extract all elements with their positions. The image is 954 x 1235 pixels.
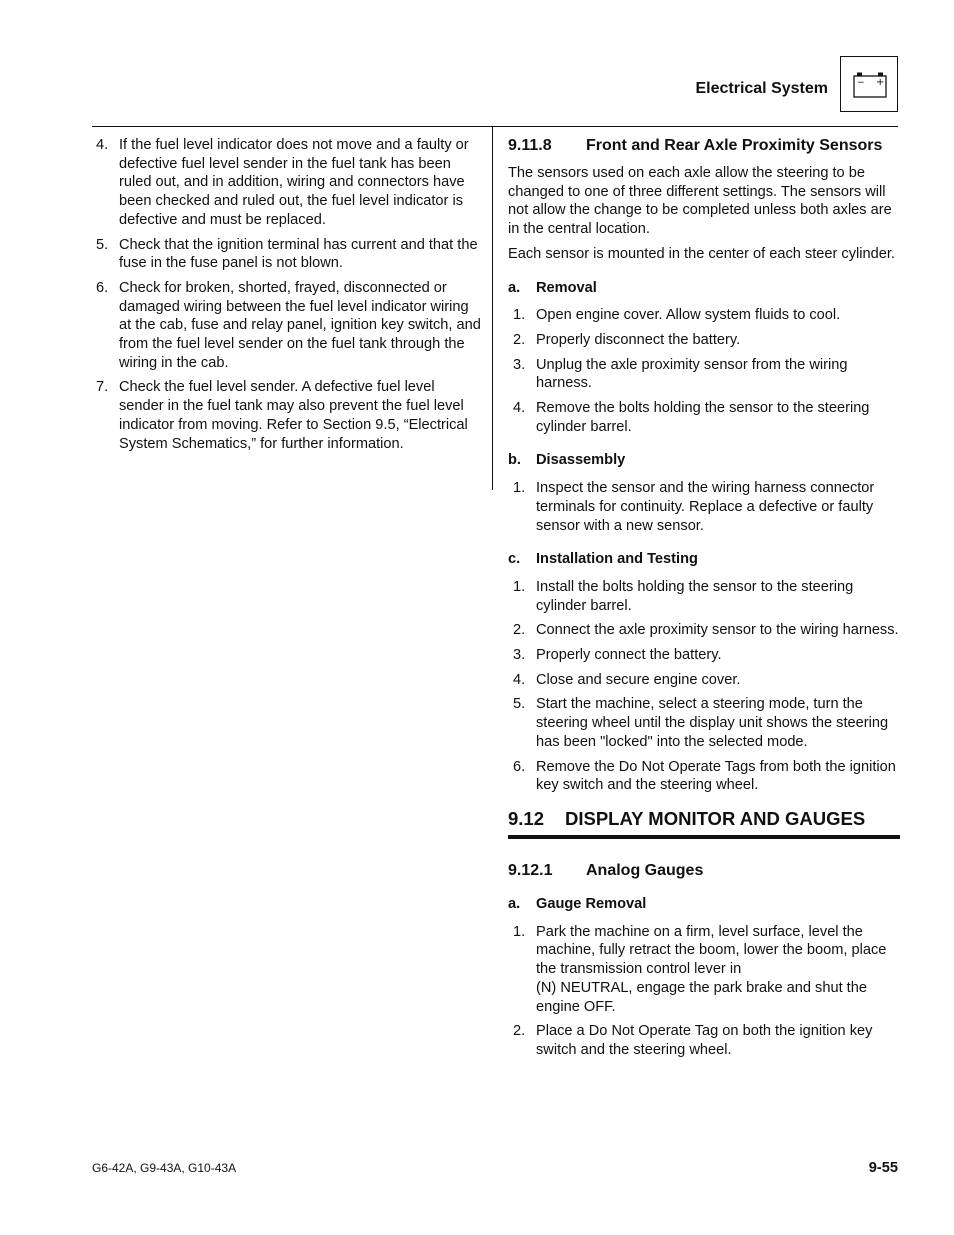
page-header-title: Electrical System bbox=[695, 80, 828, 97]
list-item: 5. Start the machine, select a steering mode, turn the steering wheel until the display unit shows the steering has been "locked" into the selected mode. bbox=[513, 696, 889, 750]
list-item: 1. Install the bolts holding the sensor to the steering cylinder barrel. bbox=[513, 578, 854, 614]
paragraph: The sensors used on each axle allow the steering to be changed to one of three different settings. The sensors will not allow the change to be completed unless both axles are in the central location. bbox=[508, 165, 892, 238]
right-column bbox=[508, 136, 900, 1066]
list-item: 2. Place a Do Not Operate Tag on both the ignition key switch and the steering wheel. bbox=[513, 1023, 873, 1058]
list-item-text: If the fuel level indicator does not move and a faulty or defective fuel level sender in the fuel tank has been ruled out, and in addition, wiring and connectors have been checked and ruled out, the fuel level indicator is defective and must be replaced. bbox=[119, 137, 469, 228]
list-item: 4. Close and secure engine cover. bbox=[513, 671, 741, 688]
left-column bbox=[92, 136, 482, 459]
list-item: 7. Check the fuel level sender. A defective fuel level sender in the fuel tank may also prevent the fuel level indicator from moving. Refer to Section 9.5, “Electrical System Schematics,” for further information. bbox=[96, 379, 468, 452]
step-heading-removal: a. Removal bbox=[508, 279, 597, 296]
step-heading-gauge-removal: a. Gauge Removal bbox=[508, 895, 647, 912]
column-divider bbox=[492, 126, 493, 490]
list-item: 6. Check for broken, shorted, frayed, disconnected or damaged wiring between the fuel level indicator wiring at the cab, fuse and relay panel, ignition key switch, and from the fuel level sender on the fuel tank through the wiring in the cab. bbox=[96, 279, 481, 371]
subsection-heading-9-11-8: 9.11.8 Front and Rear Axle Proximity Sensors bbox=[508, 137, 883, 154]
disassembly-list bbox=[508, 479, 900, 535]
list-item: 2. Properly disconnect the battery. bbox=[513, 331, 741, 348]
list-item: 4. Remove the bolts holding the sensor to the steering cylinder barrel. bbox=[513, 400, 870, 435]
installation-list bbox=[508, 578, 900, 795]
list-item: 1. Inspect the sensor and the wiring harness connector terminals for continuity. Replace a defective or faulty sensor with a new sensor. bbox=[513, 480, 875, 534]
list-item-text: Check that the ignition terminal has current and that the fuse in the fuse panel is not blown. bbox=[119, 236, 478, 272]
step-heading-installation: c. Installation and Testing bbox=[508, 551, 698, 568]
battery-plus: + bbox=[876, 77, 885, 88]
removal-list bbox=[508, 306, 900, 436]
list-item: 3. Unplug the axle proximity sensor from the wiring harness. bbox=[513, 356, 848, 392]
header-rule bbox=[92, 126, 898, 127]
paragraph: Each sensor is mounted in the center of each steer cylinder. bbox=[508, 245, 895, 262]
list-item: 1. Open engine cover. Allow system fluids to cool. bbox=[513, 307, 841, 324]
list-item: 2. Connect the axle proximity sensor to the wiring harness. bbox=[513, 622, 899, 639]
list-item: 5. Check that the ignition terminal has current and that the fuse in the fuse panel is not blown. bbox=[96, 236, 478, 272]
section-heading-9-12: 9.12 DISPLAY MONITOR AND GAUGES bbox=[508, 807, 900, 839]
troubleshooting-list bbox=[92, 136, 482, 453]
list-item: 3. Properly connect the battery. bbox=[513, 647, 722, 664]
gauge-removal-list bbox=[508, 923, 900, 1060]
subsection-heading-9-12-1: 9.12.1 Analog Gauges bbox=[508, 861, 704, 879]
list-item: 1. Park the machine on a firm, level surface, level the machine, fully retract the boom, lower the boom, place the transmission control lever in (N) NEUTRAL, engage the park brake and shut the engine OFF. bbox=[513, 923, 887, 1015]
list-item: 4. If the fuel level indicator does not move and a faulty or defective fuel level sender in the fuel tank has been ruled out, and in addition, wiring and connectors have been checked and ruled out, the fuel level indicator is defective and must be replaced. bbox=[96, 137, 469, 228]
battery-icon bbox=[852, 71, 888, 99]
list-item-text: Check the fuel level sender. A defective fuel level sender in the fuel tank may also prevent the fuel level indicator from moving. Refer to Section 9.5, “Electrical System Schematics,” for further information. bbox=[119, 379, 468, 452]
list-item-text: Check for broken, shorted, frayed, disconnected or damaged wiring between the fuel level indicator wiring at the cab, fuse and relay panel, ignition key switch, and from the fuel level sender on the fuel tank through the wiring in the cab. bbox=[119, 279, 481, 371]
step-heading-disassembly: b. Disassembly bbox=[508, 452, 626, 469]
battery-icon-box bbox=[840, 56, 898, 112]
footer-page-number: 9-55 bbox=[868, 1160, 898, 1176]
list-item: 6. Remove the Do Not Operate Tags from both the ignition key switch and the steering wheel. bbox=[513, 758, 896, 794]
battery-minus: − bbox=[857, 78, 865, 88]
footer-models: G6-42A, G9-43A, G10-43A bbox=[92, 1161, 237, 1175]
